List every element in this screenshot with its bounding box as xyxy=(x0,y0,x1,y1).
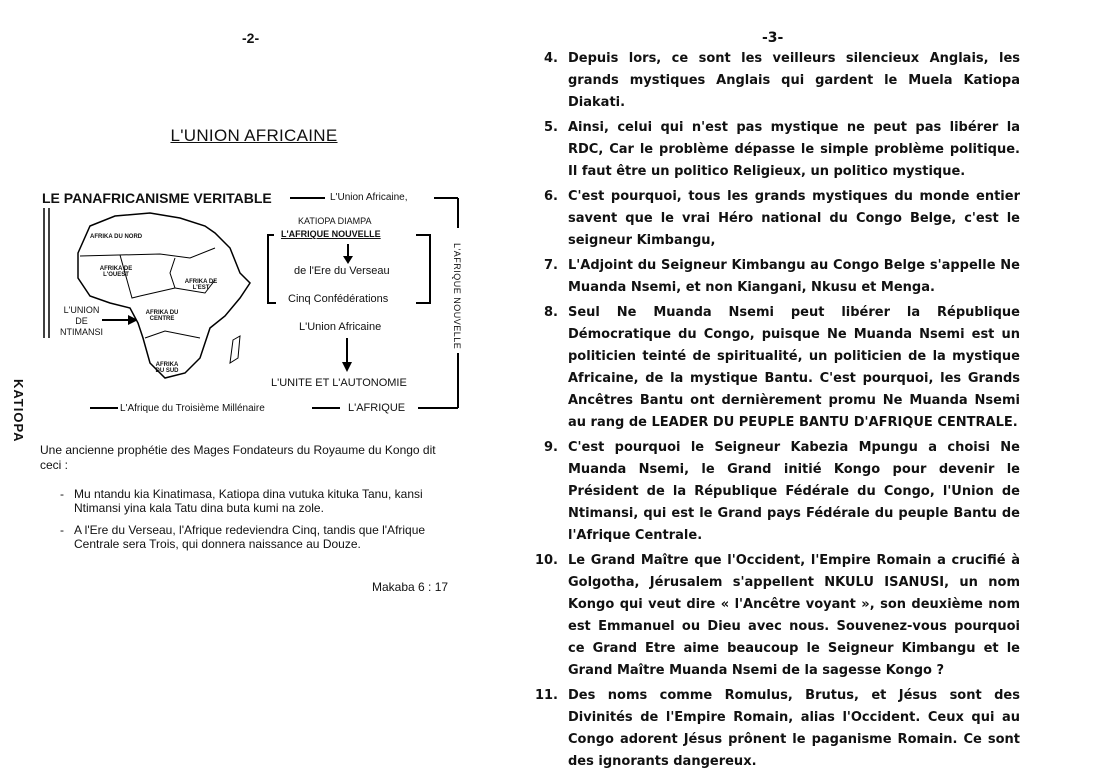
item-text: Ainsi, celui qui n'est pas mystique ne peut pas libérer la RDC, Car le problème dépasse le simple problème politique. Il faut être un politico Religieux, un politico mystique. xyxy=(568,120,1020,179)
label-union-africaine-top: L'Union Africaine, xyxy=(330,192,408,203)
list-item xyxy=(520,48,1020,114)
item-number: 7. xyxy=(544,258,558,273)
item-text: Le Grand Maître que l'Occident, l'Empire Romain a crucifié à Golgotha, Jérusalem s'appellent NKULU ISANUSI, un nom Kongo qui veut dire « l'Ancêtre voyant », son deuxième nom est Emmanuel ou Dieu avec nous. Souvenez-vous pourquoi ce Grand Etre aime beaucoup le Seigneur Kimbangu et le Grand Maître Muanda Nsemi de la sagesse Kongo ? xyxy=(568,553,1020,678)
item-text: C'est pourquoi, tous les grands mystiques du monde entier savent que le vrai Héro national du Congo Belge, c'est le seigneur Kimbangu, xyxy=(568,189,1020,248)
right-page xyxy=(520,0,1115,769)
item-text: Seul Ne Muanda Nsemi peut libérer la République Démocratique du Congo, puisque Ne Muanda Nsemi est un politicien teinté de spiritualité, un politicien de la mystique Africaine, de la mystique Bantu. C'est pourquoi, les Grands Ancêtres Bantu ont dernièrement promu Ne Muanda Nsemi au rang de LEADER DU PEUPLE BANTU D'AFRIQUE CENTRALE. xyxy=(568,305,1020,430)
list-item: - Mu ntandu kia Kinatimasa, Katiopa dina vutuka kituka Tanu, kansi Ntimansi yina kala Tatu dina buta kumi na zole. xyxy=(40,487,460,515)
item-text: C'est pourquoi le Seigneur Kabezia Mpungu a choisi Ne Muanda Nsemi, le Grand initié Kongo pour devenir le Président de la République Fédérale du Congo, l'Union de Ntimansi, qui est le Grand pays Fédérale du peuple Bantu de l'Afrique Centrale. xyxy=(568,440,1020,543)
item-number: 6. xyxy=(544,189,558,204)
label-troisieme-millenaire: L'Afrique du Troisième Millénaire xyxy=(120,403,265,414)
label-cinq-confederations: Cinq Confédérations xyxy=(288,293,389,305)
label-katiopa-vertical: KATIOPA xyxy=(11,379,26,443)
label-afrique-nouvelle-vertical: L'AFRIQUE NOUVELLE xyxy=(452,243,462,350)
item-number: 9. xyxy=(544,440,558,455)
item-number: 8. xyxy=(544,305,558,320)
prophecy-intro: Une ancienne prophétie des Mages Fondateurs du Royaume du Kongo dit ceci : xyxy=(40,443,436,472)
list-item xyxy=(520,255,1020,299)
list-item xyxy=(520,437,1020,547)
item-number: 10. xyxy=(534,553,558,568)
region-afrika-nord: AFRIKA DU NORD xyxy=(90,234,143,240)
list-item xyxy=(520,117,1020,183)
region-afrika-est: AFRIKA DE L'EST xyxy=(184,279,218,291)
item-number: 4. xyxy=(544,51,558,66)
item-text: L'Adjoint du Seigneur Kimbangu au Congo Belge s'appelle Ne Muanda Nsemi, et non Kiangani, Nkusu et Menga. xyxy=(568,258,1020,295)
label-union-africaine: L'Union Africaine xyxy=(299,321,382,333)
item-text: Depuis lors, ce sont les veilleurs silencieux Anglais, les grands mystiques Anglais qui gardent le Muela Katiopa Diakati. xyxy=(568,51,1020,110)
label-katiopa-diampa: KATIOPA DIAMPA xyxy=(298,216,372,226)
item-text: Des noms comme Romulus, Brutus, et Jésus sont des Divinités de l'Empire Romain, alias l'Occident. Ceux qui au Congo adorent Jésus prônent le paganisme Romain. Ce sont des ignorants dangereux. xyxy=(568,688,1020,769)
page-number-left: -2- xyxy=(242,30,260,46)
diagram-heading: LE PANAFRICANISME VERITABLE xyxy=(42,190,272,206)
reference: Makaba 6 : 17 xyxy=(372,580,449,594)
region-afrika-centre: AFRIKA DU CENTRE xyxy=(145,310,179,322)
numbered-list xyxy=(520,48,1020,776)
left-page xyxy=(0,0,520,724)
page-title: L'UNION AFRICAINE xyxy=(170,126,338,145)
list-item xyxy=(520,186,1020,252)
item-number: 11. xyxy=(534,688,558,703)
label-afrique: L'AFRIQUE xyxy=(348,402,406,414)
page-number-right: -3- xyxy=(762,30,784,46)
label-afrique-nouvelle: L'AFRIQUE NOUVELLE xyxy=(281,229,381,239)
list-item: - A l'Ere du Verseau, l'Afrique redeviendra Cinq, tandis que l'Afrique Centrale sera Trois, qui donnera naissance au Douze. xyxy=(40,523,460,551)
region-afrika-sud: AFRIKA DU SUD xyxy=(155,362,179,374)
item-number: 5. xyxy=(544,120,558,135)
label-union-ntimansi: L'UNION DE NTIMANSI xyxy=(60,305,104,337)
label-unite-autonomie: L'UNITE ET L'AUTONOMIE xyxy=(271,377,407,389)
panafricanism-diagram xyxy=(11,188,465,443)
list-item xyxy=(520,685,1020,773)
prophecy-list xyxy=(40,487,460,559)
list-item xyxy=(520,550,1020,682)
label-ere-verseau: de l'Ere du Verseau xyxy=(294,265,390,277)
region-afrika-ouest: AFRIKA DE L'OUEST xyxy=(99,266,133,278)
list-item xyxy=(520,302,1020,434)
